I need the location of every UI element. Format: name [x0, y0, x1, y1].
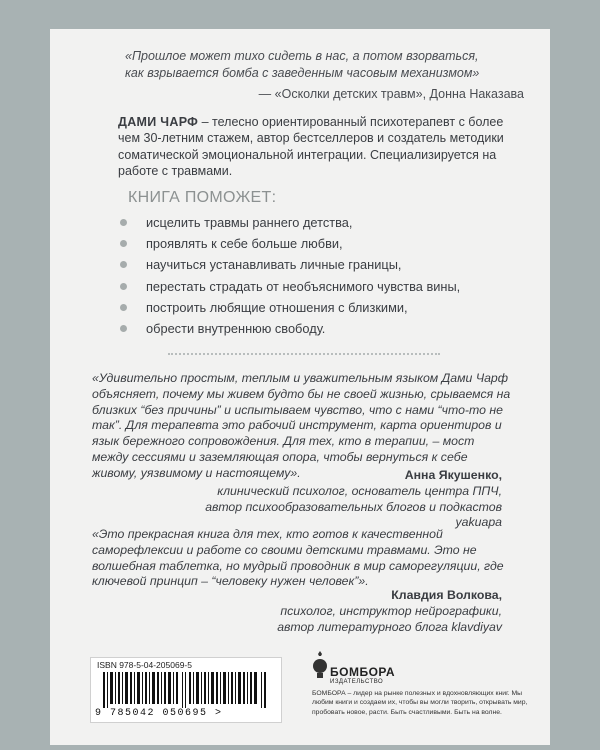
back-cover [50, 29, 550, 745]
review-text-2: «Это прекрасная книга для тех, кто готов к качественной саморефлексии и работе со своими детскими травмами. Это не волшебная таблетка, но мудрый проводник в мир саморегуляции, где ключевой принцип – “человеку нужен человек”». [92, 527, 504, 589]
helps-list [120, 212, 460, 339]
epigraph-source: — «Осколки детских травм», Донна Наказава [258, 87, 524, 101]
list-item [120, 254, 460, 275]
list-item [120, 297, 460, 318]
list-item-text: проявлять к себе больше любви, [146, 236, 343, 252]
reviewer-name: Клавдия Волкова, [391, 588, 502, 602]
epigraph-line-2: как взрывается бомба с заведенным часовым механизмом» [125, 66, 480, 80]
author-bio-text: – телесно ориентированный психотерапевт с более чем 30-летним стажем, автор бестселлеров и создатель методики соматической эмоциональной интеграции. Специализируется на работе с травмами. [118, 115, 504, 178]
helps-title: КНИГА ПОМОЖЕТ: [128, 189, 277, 206]
list-item-text: исцелить травмы раннего детства, [146, 215, 353, 230]
reviewer-role-line-2: автор литературного блога klavdiyav [277, 619, 502, 634]
epigraph-line-1: «Прошлое может тихо сидеть в нас, а потом взорваться, [125, 49, 479, 63]
bombora-logo-icon [312, 651, 328, 679]
list-item-text: перестать страдать от необъяснимого чувства вины, [146, 278, 461, 294]
publisher-subtitle: ИЗДАТЕЛЬСТВО [330, 679, 384, 685]
list-item-text: построить любящие отношения с близкими, [146, 299, 408, 315]
publisher-name: БОМБОРА [330, 665, 396, 679]
isbn-label: ISBN 978-5-04-205069-5 [97, 660, 192, 670]
author-bio [118, 114, 518, 179]
review-text-1: «Удивительно простым, теплым и уважительным языком Дами Чарф объясняет, почему мы живем будто бы не своей жизнью, срываемся на близких “без причины” и испытываем чувство, что с нами “что-то не так”. Для терапевта это рабочий инструмент, карта ориентиров и язык бережного сопровождения. Для тех, кто в терапии, – мост между сессиями и заземляющая опора, чтобы вернуться к себе живому, уязвимому и настоящему». [92, 371, 511, 480]
bullet-icon [120, 261, 127, 268]
list-item [120, 233, 460, 254]
bullet-icon [120, 219, 127, 226]
reviewer-role-line-1: клинический психолог, основатель центра ППЧ, [217, 483, 502, 498]
list-item-text: научиться устанавливать личные границы, [146, 257, 402, 273]
bullet-icon [120, 283, 127, 290]
bullet-icon [120, 325, 127, 332]
bullet-icon [120, 304, 127, 311]
author-name: ДАМИ ЧАРФ [118, 115, 199, 129]
list-item [120, 276, 460, 297]
list-item-text: обрести внутреннюю свободу. [146, 320, 326, 336]
barcode-icon [99, 672, 273, 708]
reviewer-name: Анна Якушенко, [404, 468, 502, 482]
reviewer-2 [202, 588, 502, 635]
epigraph [125, 48, 520, 82]
barcode-digits: 9 785042 050695 > [95, 708, 223, 719]
reviewer-1 [202, 468, 502, 531]
list-item [120, 318, 460, 339]
list-item [120, 212, 460, 233]
bullet-icon [120, 240, 127, 247]
isbn-barcode [90, 657, 282, 723]
dotted-divider [168, 353, 440, 355]
publisher-description: БОМБОРА – лидер на рынке полезных и вдохновляющих книг. Мы любим книги и создаем их, чтобы вы могли творить, открывать мир, пробовать новое, расти. Быть счастливыми. Быть на волне. [312, 690, 528, 716]
reviewer-role-line-1: психолог, инструктор нейрографики, [280, 603, 502, 618]
reviewer-role-line-2: автор психообразовательных блогов и подкастов yakuapa [205, 499, 502, 530]
